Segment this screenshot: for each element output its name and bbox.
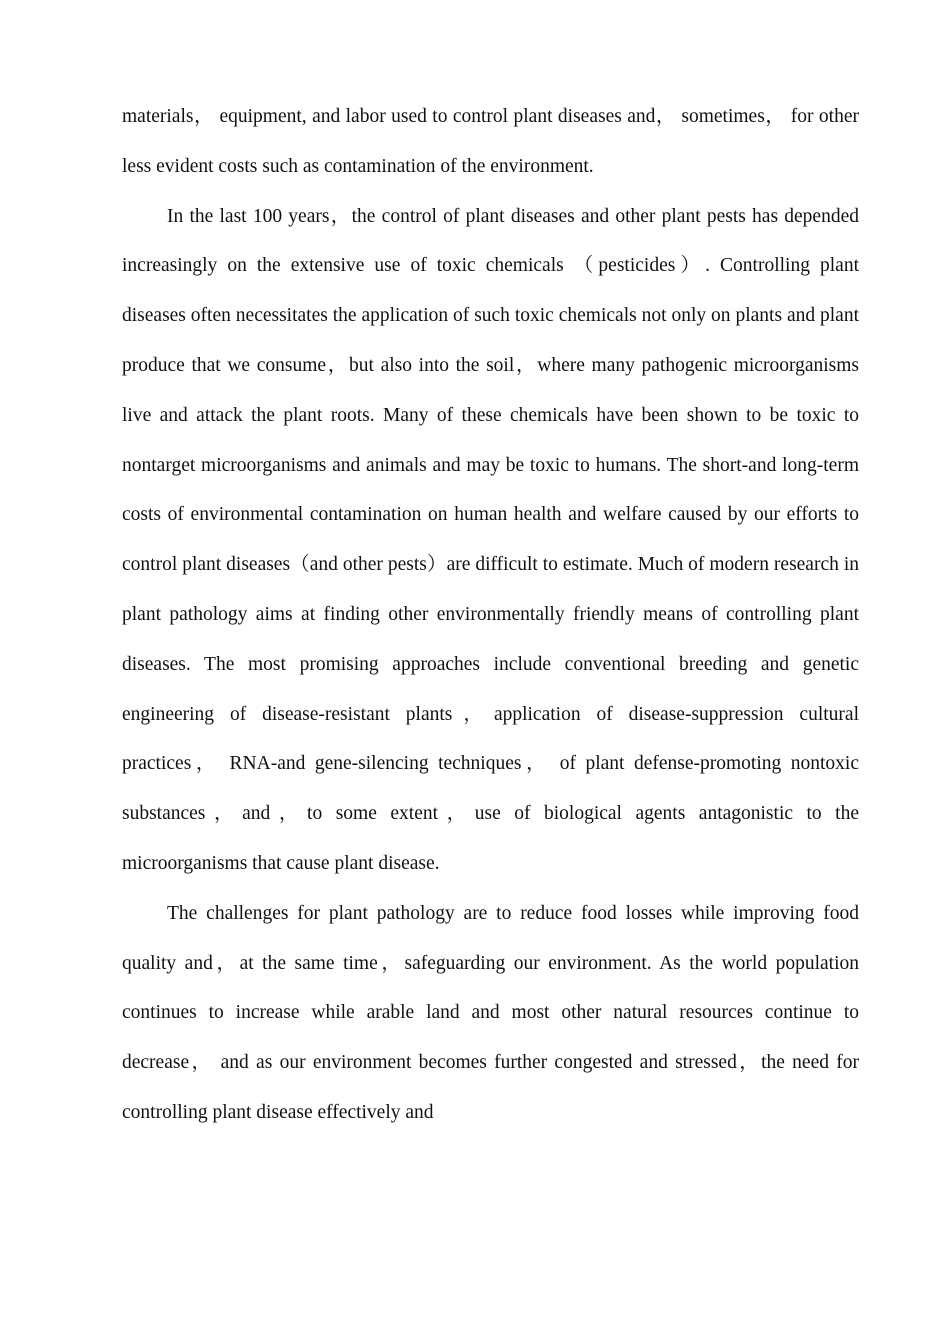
paragraph-2: In the last 100 years，the control of plant diseases and other plant pests has depended increasingly on the extensive use of toxic chemicals （pesticides）. Controlling plant diseases often necessitates the application of such toxic chemicals not only on plants and plant produce that we consume，but also into the soil，where many pathogenic microorganisms live and attack the plant roots. Many of these chemicals have been shown to be toxic to nontarget microorganisms and animals and may be toxic to humans. The short-and long-term costs of environmental contamination on human health and welfare caused by our efforts to control plant diseases（and other pests）are difficult to estimate. Much of modern research in plant pathology aims at finding other environmentally friendly means of controlling plant diseases. The most promising approaches include conventional breeding and genetic engineering of disease-resistant plants，application of disease-suppression cultural practices， RNA-and gene-silencing techniques， of plant defense-promoting nontoxic substances，and，to some extent，use of biological agents antagonistic to the microorganisms that cause plant disease.: [122, 205, 859, 874]
body-text: [122, 92, 859, 1138]
paragraph-3: The challenges for plant pathology are to reduce food losses while improving food quality and，at the same time，safeguarding our environment. As the world population continues to increase while arable land and most other natural resources continue to decrease， and as our environment becomes further congested and stressed，the need for controlling plant disease effectively and: [122, 902, 859, 1123]
paragraph-1: materials， equipment, and labor used to control plant diseases and， sometimes， for other less evident costs such as contamination of the environment.: [122, 106, 859, 177]
